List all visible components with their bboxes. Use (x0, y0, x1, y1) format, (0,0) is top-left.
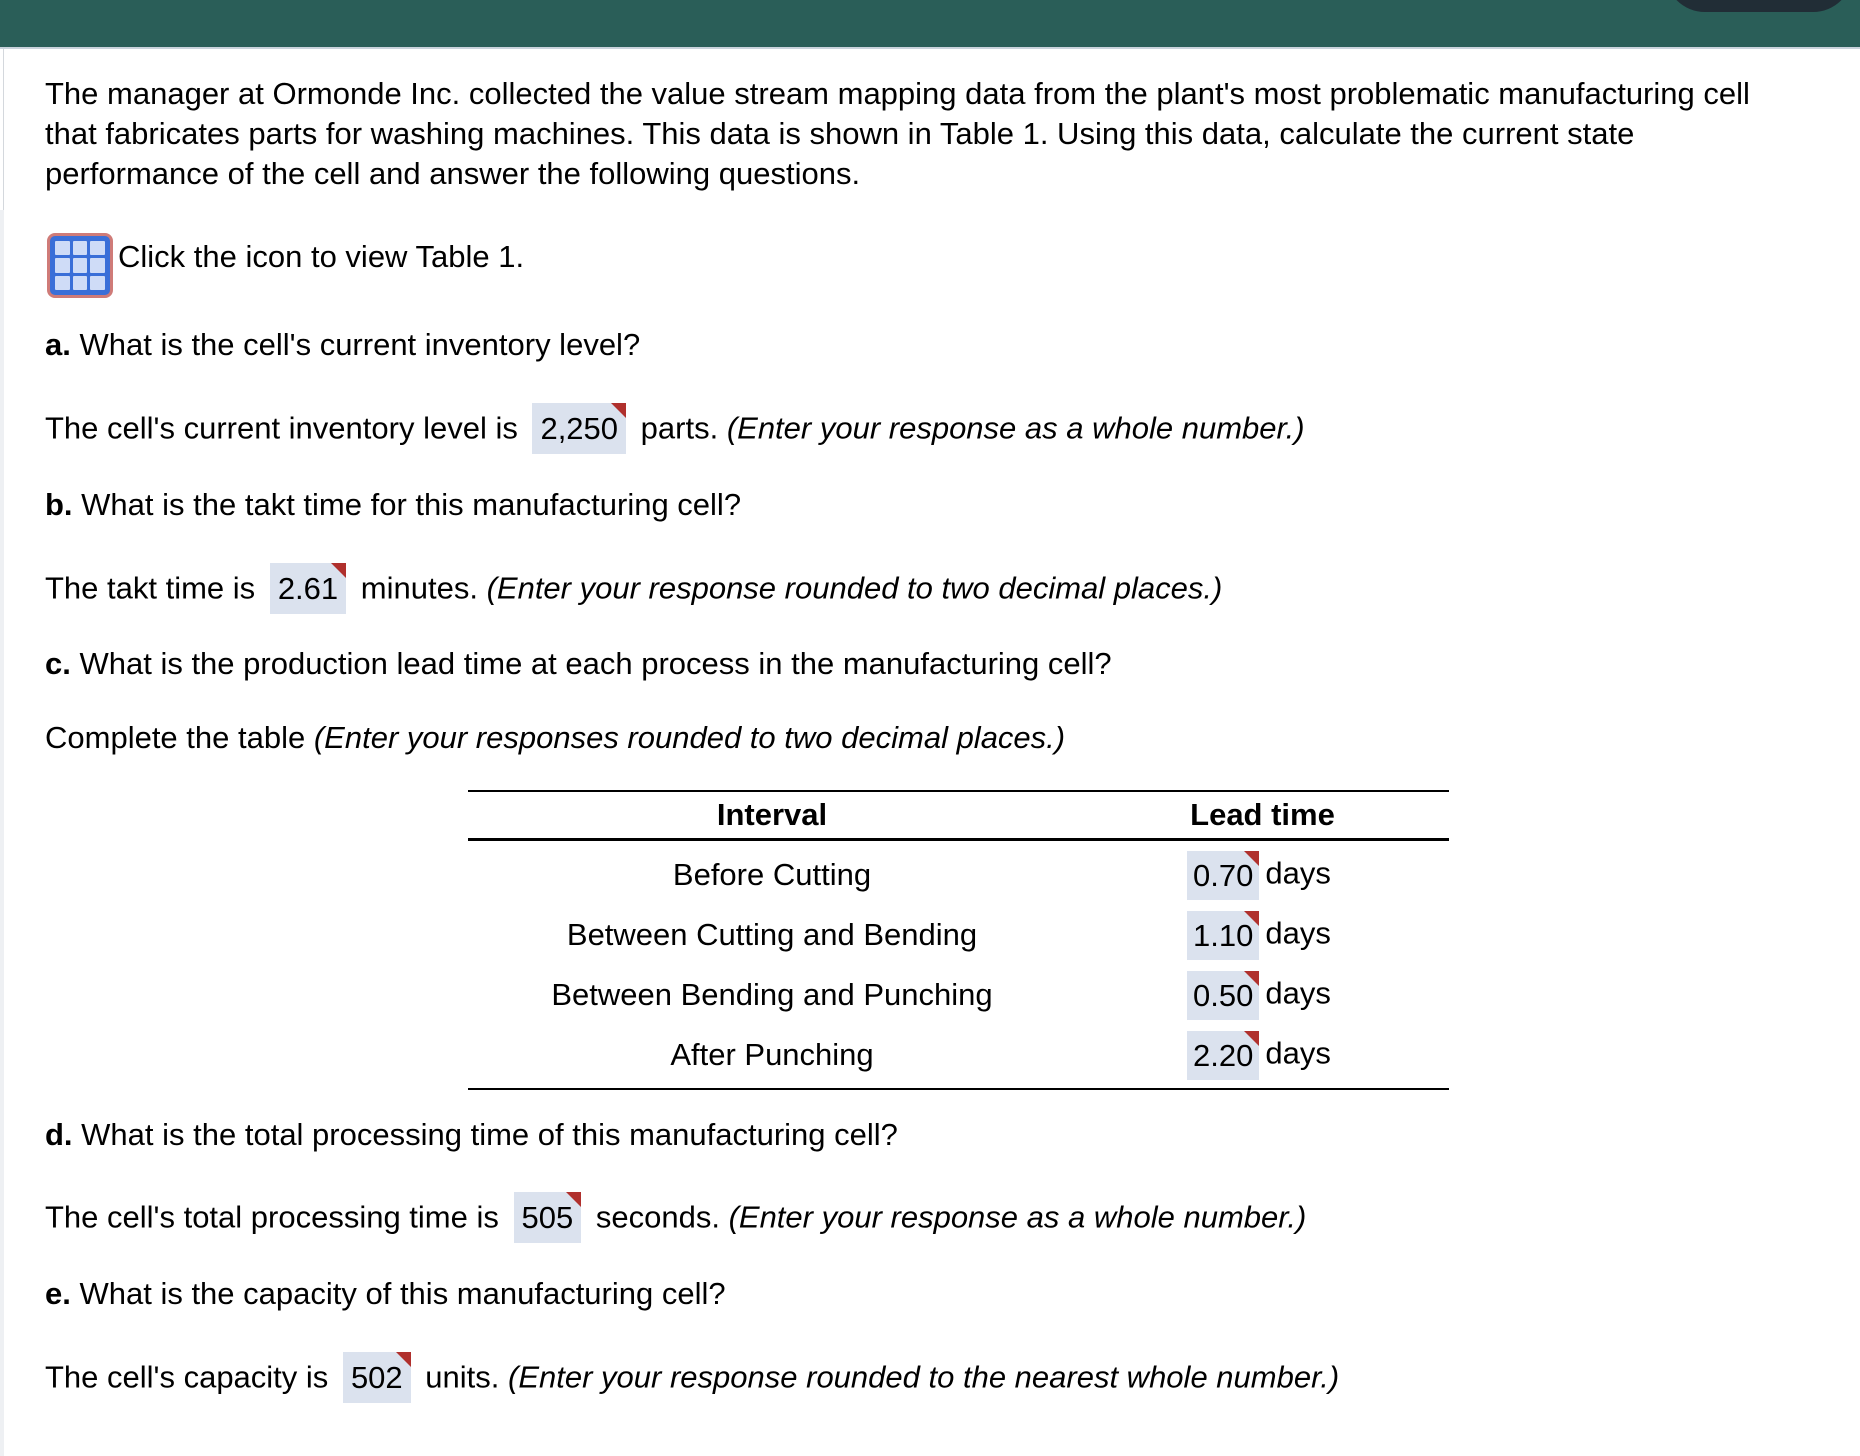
answer-marker-icon (1244, 1031, 1259, 1046)
inventory-answer-field[interactable] (532, 403, 626, 454)
answer-marker-icon (611, 403, 626, 418)
answer-prefix: The takt time is (45, 570, 256, 606)
answer-prefix: The cell's total processing time is (45, 1199, 499, 1235)
answer-hint: (Enter your response rounded to the nearest whole number.) (508, 1359, 1340, 1395)
answer-value: 0.50 (1193, 977, 1254, 1013)
table-row (468, 845, 1449, 905)
processing-time-answer-field[interactable] (514, 1192, 582, 1243)
answer-line-e (45, 1354, 1339, 1405)
question-letter: a. (45, 327, 71, 362)
lead-time-answer-field[interactable] (1187, 911, 1259, 960)
unit-label: days (1265, 855, 1331, 891)
interval-cell: After Punching (670, 1037, 874, 1072)
answer-value: 2.20 (1193, 1037, 1254, 1073)
takt-time-answer-field[interactable] (270, 563, 346, 614)
question-text: What is the takt time for this manufacturing cell? (72, 487, 742, 522)
answer-marker-icon (1244, 851, 1259, 866)
answer-value: 502 (350, 1360, 403, 1395)
answer-value: 2,250 (540, 411, 619, 446)
lead-time-answer-field[interactable] (1187, 1031, 1259, 1080)
lead-time-answer-field[interactable] (1187, 851, 1259, 900)
left-border-band (0, 210, 4, 1456)
capacity-answer-field[interactable] (343, 1352, 411, 1403)
table-grid-icon[interactable] (47, 233, 113, 298)
answer-marker-icon (1244, 911, 1259, 926)
question-letter: e. (45, 1276, 71, 1311)
answer-suffix: seconds. (595, 1199, 720, 1235)
answer-value: 505 (521, 1200, 574, 1235)
table-link-label: Click the icon to view Table 1. (118, 239, 525, 274)
answer-prefix: The cell's capacity is (45, 1359, 329, 1395)
table-header-rule (468, 838, 1449, 841)
answer-marker-icon (331, 563, 346, 578)
answer-suffix: units. (425, 1359, 500, 1395)
answer-marker-icon (566, 1192, 581, 1207)
question-letter: b. (45, 487, 73, 522)
question-text: What is the cell's current inventory level? (70, 327, 641, 362)
lead-time-answer-field[interactable] (1187, 971, 1259, 1020)
table-row (468, 965, 1449, 1025)
table-row (468, 1025, 1449, 1085)
question-letter: d. (45, 1117, 73, 1152)
table-row (468, 905, 1449, 965)
interval-cell: Between Bending and Punching (551, 977, 993, 1012)
answer-line-a (45, 405, 1305, 456)
lead-time-cell (1076, 1031, 1449, 1080)
header-pill-button[interactable] (1665, 0, 1853, 12)
instruction-hint: (Enter your responses rounded to two decimal places.) (313, 720, 1066, 755)
intro-line: that fabricates parts for washing machines. This data is shown in Table 1. Using this data, calculate the current state (45, 116, 1635, 151)
question-text: What is the capacity of this manufacturing cell? (70, 1276, 726, 1311)
table-header-row (468, 792, 1449, 838)
interval-cell: Between Cutting and Bending (566, 917, 978, 952)
question-a (45, 325, 640, 365)
question-e (45, 1274, 726, 1314)
answer-suffix: parts. (640, 410, 719, 446)
question-c (45, 644, 1112, 684)
answer-hint: (Enter your response as a whole number.) (728, 1199, 1307, 1235)
instruction-text: Complete the table (45, 720, 306, 755)
lead-time-cell (1076, 911, 1449, 960)
answer-value: 2.61 (277, 571, 339, 606)
answer-line-d (45, 1194, 1306, 1245)
answer-suffix: minutes. (360, 570, 478, 606)
answer-line-b (45, 565, 1222, 616)
answer-prefix: The cell's current inventory level is (45, 410, 518, 446)
table-instruction (45, 718, 1065, 758)
unit-label: days (1265, 915, 1331, 951)
interval-cell: Before Cutting (672, 857, 872, 892)
lead-time-cell (1076, 851, 1449, 900)
question-text: What is the production lead time at each process in the manufacturing cell? (70, 646, 1112, 681)
question-b (45, 485, 741, 525)
problem-statement (45, 74, 1750, 194)
answer-marker-icon (1244, 971, 1259, 986)
unit-label: days (1265, 975, 1331, 1011)
lead-time-table (468, 790, 1449, 1090)
column-header-lead-time: Lead time (1190, 797, 1335, 832)
question-d (45, 1115, 898, 1155)
question-letter: c. (45, 646, 71, 681)
lead-time-cell (1076, 971, 1449, 1020)
answer-value: 0.70 (1193, 857, 1254, 893)
intro-line: performance of the cell and answer the following questions. (45, 156, 861, 191)
column-header-interval: Interval (716, 797, 828, 832)
table-bottom-rule (468, 1088, 1449, 1090)
answer-marker-icon (396, 1352, 411, 1367)
intro-line: The manager at Ormonde Inc. collected the value stream mapping data from the plant's most problematic manufacturing cell (45, 76, 1750, 111)
answer-value: 1.10 (1193, 917, 1254, 953)
answer-hint: (Enter your response rounded to two decimal places.) (486, 570, 1223, 606)
top-header-bar (0, 0, 1860, 49)
question-text: What is the total processing time of this manufacturing cell? (72, 1117, 898, 1152)
unit-label: days (1265, 1035, 1331, 1071)
answer-hint: (Enter your response as a whole number.) (726, 410, 1305, 446)
